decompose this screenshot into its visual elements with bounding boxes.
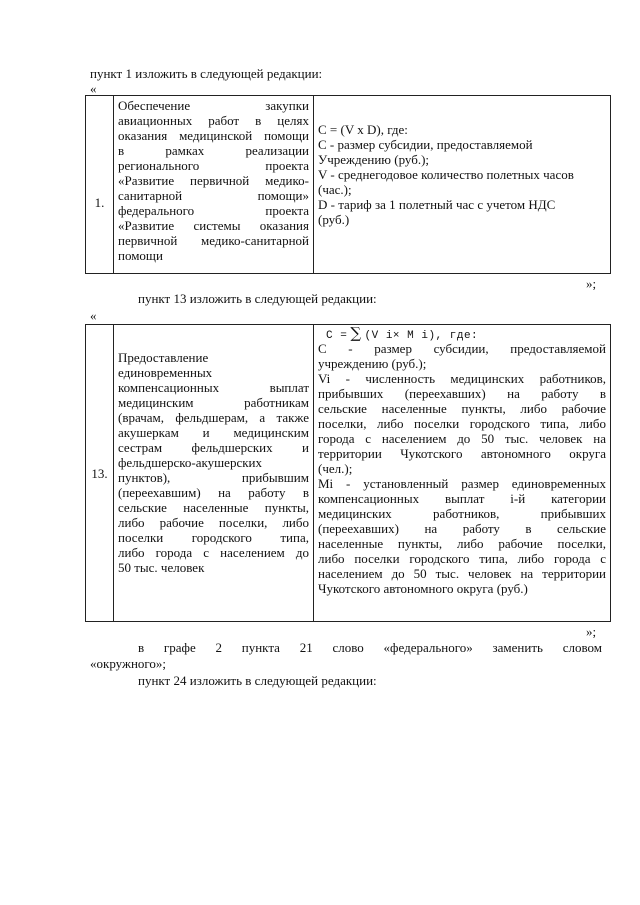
item-13-formula-line: C - размер субсидии, предоставляемой (318, 341, 606, 356)
open-quote-1: « (90, 81, 97, 96)
item-13-formula-line: прибывших (переехавших) на работу в (318, 386, 606, 401)
item-1-formula-line: C = (V x D), где: (318, 122, 408, 137)
table-item-13 (85, 324, 611, 622)
row-number-1-text: 1. (94, 195, 105, 210)
item-1-formula-line: D - тариф за 1 полетный час с учетом НДС (318, 197, 556, 212)
item-13-formula-line: Чукотского автономного округа (руб.) (318, 581, 528, 596)
paragraph-21-line-1: в графе 2 пункта 21 слово «федерального» заменить словом (138, 640, 602, 655)
row-number-13-text: 13. (91, 465, 108, 481)
item-13-desc-line: пунктов), прибывшим (118, 470, 309, 485)
item-1-formula-line: (час.); (318, 182, 352, 197)
paragraph-21-line-2: «окружного»; (90, 656, 167, 671)
item-13-desc-line: поселки городского типа, (118, 530, 309, 545)
item-13-description (114, 325, 314, 622)
item-13-desc-line: сельские населенные пункты, (118, 500, 309, 515)
row-number-13 (86, 325, 114, 622)
item-13-formula-line: компенсационных выплат i-й категории (318, 491, 606, 506)
intro-paragraph-13: пункт 13 изложить в следующей редакции: (138, 291, 377, 306)
item-13-desc-line: акушеркам и медицинским (118, 425, 309, 440)
item-13-formula-line: (переехавших) на работу в сельские (318, 521, 606, 536)
intro-paragraph-24: пункт 24 изложить в следующей редакции: (138, 673, 377, 688)
item-13-formula-head (318, 326, 606, 341)
item-1-desc-line: помощи (118, 248, 163, 263)
item-1-formula-line: (руб.) (318, 212, 350, 227)
item-13-desc-line: фельдшерско-акушерских (118, 455, 262, 470)
item-13-desc-line: (врачам, фельдшерам, а также (118, 410, 309, 425)
item-1-description (114, 96, 314, 274)
item-13-formula-line: города с населением до 50 тыс. человек на (318, 431, 606, 446)
item-13-formula-line: поселки, либо поселки городского типа, либо (318, 416, 606, 431)
item-1-desc-line: «Развитие первичной медико- (118, 173, 309, 188)
intro-paragraph-1: пункт 1 изложить в следующей редакции: (90, 66, 323, 81)
item-13-formula-line: Vi - численность медицинских работников, (318, 371, 606, 386)
formula-expression: (V i× M i), где: (364, 330, 479, 342)
item-13-formula-line: (чел.); (318, 461, 353, 476)
item-13-desc-line: 50 тыс. человек (118, 560, 205, 575)
item-13-formula-line: Mi - установленный размер единовременных (318, 476, 606, 491)
item-1-desc-line: санитарной помощи» (118, 188, 309, 203)
item-13-formula-line: населением до 50 тыс. человек на территории (318, 566, 606, 581)
item-13-desc-line: единовременных (118, 365, 213, 380)
item-13-desc-line: сестрам фельдшерских и (118, 440, 309, 455)
item-1-desc-line: в рамках реализации (118, 143, 309, 158)
item-13-desc-line: либо города с населением до (118, 545, 309, 560)
item-1-desc-line: первичной медико-санитарной (118, 233, 309, 248)
item-1-desc-line: авиационных работ в целях (118, 113, 309, 128)
item-1-desc-line: федерального проекта (118, 203, 309, 218)
item-1-formula (314, 96, 611, 274)
item-1-desc-line: Обеспечение закупки (118, 98, 309, 113)
item-13-desc-line: (переехавшим) на работу в (118, 485, 309, 500)
item-13-formula-line: сельские населенные пункты, либо рабочие (318, 401, 606, 416)
item-1-desc-line: регионального проекта (118, 158, 309, 173)
item-1-formula-line: V - среднегодовое количество полетных часов (318, 167, 574, 182)
item-1-desc-line: «Развитие системы оказания (118, 218, 309, 233)
sigma-symbol: ∑ (350, 324, 362, 342)
item-13-desc-line: медицинским работникам (118, 395, 309, 410)
close-quote-13: »; (586, 624, 597, 639)
formula-c-equals: C = (326, 330, 348, 342)
item-1-desc-line: оказания медицинской помощи (118, 128, 309, 143)
item-13-desc-line: либо рабочие поселки, либо (118, 515, 309, 530)
table-item-1 (85, 95, 611, 274)
row-number-1 (86, 96, 114, 274)
open-quote-13: « (90, 308, 97, 323)
item-13-desc-line: Предоставление (118, 350, 209, 365)
item-13-formula-line: учреждению (руб.); (318, 356, 427, 371)
item-1-formula-line: Учреждению (руб.); (318, 152, 430, 167)
item-13-formula-line: медицинских работников, прибывших (318, 506, 606, 521)
item-13-desc-line: компенсационных выплат (118, 380, 309, 395)
item-1-formula-line: C - размер субсидии, предоставляемой (318, 137, 533, 152)
item-13-formula (314, 325, 611, 622)
item-13-formula-line: территории Чукотского автономного округа (318, 446, 606, 461)
item-13-formula-line: либо поселки городского типа, либо города с (318, 551, 606, 566)
close-quote-1: »; (586, 276, 597, 291)
item-13-formula-line: населенные пункты, либо рабочие поселки, (318, 536, 606, 551)
